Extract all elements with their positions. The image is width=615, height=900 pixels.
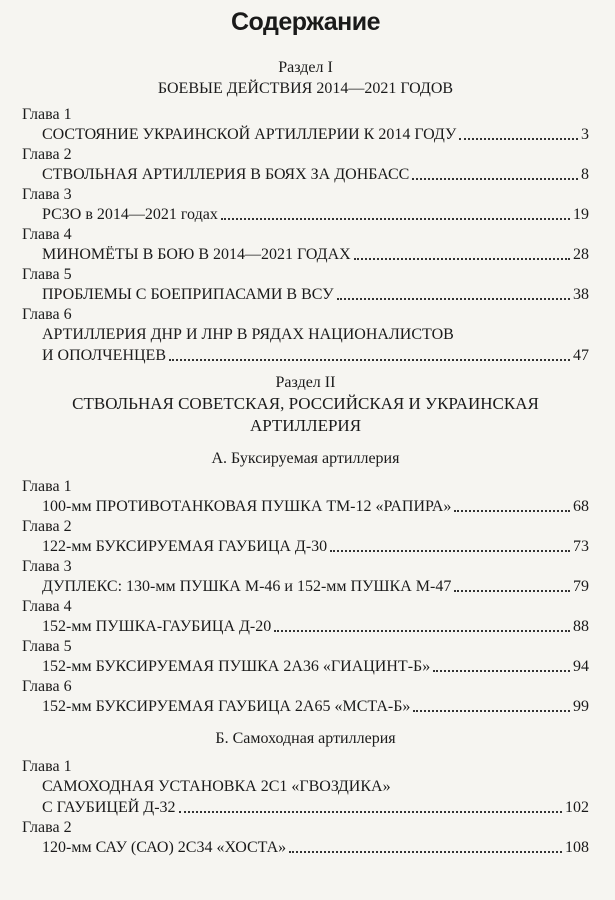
leader-dots — [337, 298, 570, 300]
toc-entry[interactable] — [42, 204, 589, 225]
entry-title: 152-мм БУКСИРУЕМАЯ ПУШКА 2А36 «ГИАЦИНТ-Б» — [42, 658, 431, 675]
toc-entry[interactable] — [42, 576, 589, 597]
page-number: 108 — [565, 839, 589, 856]
section-label: Раздел I — [278, 59, 333, 76]
page-number: 19 — [573, 206, 589, 223]
page-number: 94 — [573, 658, 589, 675]
chapter-label: Глава 4 — [22, 598, 72, 615]
toc-entry[interactable] — [42, 656, 589, 677]
chapter-label: Глава 6 — [22, 306, 72, 323]
page-number: 68 — [573, 498, 589, 515]
leader-dots — [459, 138, 578, 140]
chapter-label: Глава 6 — [22, 678, 72, 695]
page-number: 79 — [573, 578, 589, 595]
leader-dots — [330, 550, 570, 552]
toc-entry[interactable] — [42, 536, 589, 557]
page-number: 102 — [565, 799, 589, 816]
leader-dots — [169, 359, 570, 361]
leader-dots — [454, 510, 570, 512]
leader-dots — [179, 811, 562, 813]
leader-dots — [412, 178, 578, 180]
chapter-label: Глава 5 — [22, 638, 72, 655]
toc-entry[interactable] — [42, 616, 589, 637]
section-heading: АРТИЛЛЕРИЯ — [249, 416, 362, 435]
chapter-label: Глава 3 — [22, 186, 72, 203]
toc-entry[interactable] — [42, 496, 589, 517]
chapter-label: Глава 1 — [22, 106, 72, 123]
leader-dots — [274, 630, 570, 632]
section-heading: БОЕВЫЕ ДЕЙСТВИЯ 2014—2021 ГОДОВ — [157, 80, 454, 97]
page-number: 73 — [573, 538, 589, 555]
leader-dots — [413, 710, 570, 712]
page-number: 8 — [581, 166, 589, 183]
toc-entry-line1[interactable] — [42, 324, 589, 345]
entry-title: АРТИЛЛЕРИЯ ДНР И ЛНР В РЯДАХ НАЦИОНАЛИСТОВ — [42, 326, 454, 343]
entry-title: И ОПОЛЧЕНЦЕВ — [42, 347, 166, 364]
entry-title: С ГАУБИЦЕЙ Д-32 — [42, 799, 176, 816]
entry-title: РСЗО в 2014—2021 годах — [42, 206, 218, 223]
page-number: 3 — [581, 126, 589, 143]
toc-entry-line1[interactable] — [42, 776, 589, 797]
entry-title: МИНОМЁТЫ В БОЮ В 2014—2021 ГОДАХ — [42, 246, 351, 263]
chapter-label: Глава 4 — [22, 226, 72, 243]
page-number: 99 — [573, 698, 589, 715]
entry-title: 152-мм БУКСИРУЕМАЯ ГАУБИЦА 2А65 «МСТА-Б» — [42, 698, 411, 715]
page-number: 38 — [573, 286, 589, 303]
entry-title: 152-мм ПУШКА-ГАУБИЦА Д-20 — [42, 618, 272, 635]
leader-dots — [289, 851, 562, 853]
entry-title: СТВОЛЬНАЯ АРТИЛЛЕРИЯ В БОЯХ ЗА ДОНБАСС — [42, 166, 410, 183]
leader-dots — [354, 258, 570, 260]
toc-entry[interactable] — [42, 124, 589, 145]
page-number: 88 — [573, 618, 589, 635]
chapter-label: Глава 2 — [22, 146, 72, 163]
leader-dots — [433, 670, 570, 672]
page-number: 28 — [573, 246, 589, 263]
subsection-heading: А. Буксируемая артиллерия — [211, 450, 400, 467]
entry-title: 122-мм БУКСИРУЕМАЯ ГАУБИЦА Д-30 — [42, 538, 328, 555]
page-number: 47 — [573, 347, 589, 364]
entry-title: САМОХОДНАЯ УСТАНОВКА 2С1 «ГВОЗДИКА» — [42, 778, 391, 795]
chapter-label: Глава 2 — [22, 518, 72, 535]
section-label: Раздел II — [275, 374, 336, 391]
subsection-heading: Б. Самоходная артиллерия — [215, 730, 396, 747]
entry-title: СОСТОЯНИЕ УКРАИНСКОЙ АРТИЛЛЕРИИ К 2014 ГОДУ — [42, 126, 457, 143]
section-heading: СТВОЛЬНАЯ СОВЕТСКАЯ, РОССИЙСКАЯ И УКРАИНСКАЯ — [72, 394, 539, 413]
toc-entry[interactable] — [42, 797, 589, 818]
chapter-label: Глава 2 — [22, 819, 72, 836]
entry-title: ДУПЛЕКС: 130-мм ПУШКА М-46 и 152-мм ПУШКА М-47 — [42, 578, 452, 595]
toc-entry[interactable] — [42, 345, 589, 366]
toc-entry[interactable] — [42, 837, 589, 858]
section-1 — [22, 57, 589, 366]
entry-title: 120-мм САУ (САО) 2С34 «ХОСТА» — [42, 839, 287, 856]
chapter-label: Глава 3 — [22, 558, 72, 575]
chapter-label: Глава 1 — [22, 758, 72, 775]
section-2 — [22, 372, 589, 858]
toc-entry[interactable] — [42, 244, 589, 265]
entry-title: ПРОБЛЕМЫ С БОЕПРИПАСАМИ В ВСУ — [42, 286, 334, 303]
toc-entry[interactable] — [42, 164, 589, 185]
page-title: Содержание — [230, 8, 381, 36]
leader-dots — [454, 590, 570, 592]
chapter-label: Глава 1 — [22, 478, 72, 495]
leader-dots — [221, 218, 570, 220]
entry-title: 100-мм ПРОТИВОТАНКОВАЯ ПУШКА ТМ-12 «РАПИРА» — [42, 498, 452, 515]
chapter-label: Глава 5 — [22, 266, 72, 283]
toc-entry[interactable] — [42, 696, 589, 717]
toc-entry[interactable] — [42, 284, 589, 305]
